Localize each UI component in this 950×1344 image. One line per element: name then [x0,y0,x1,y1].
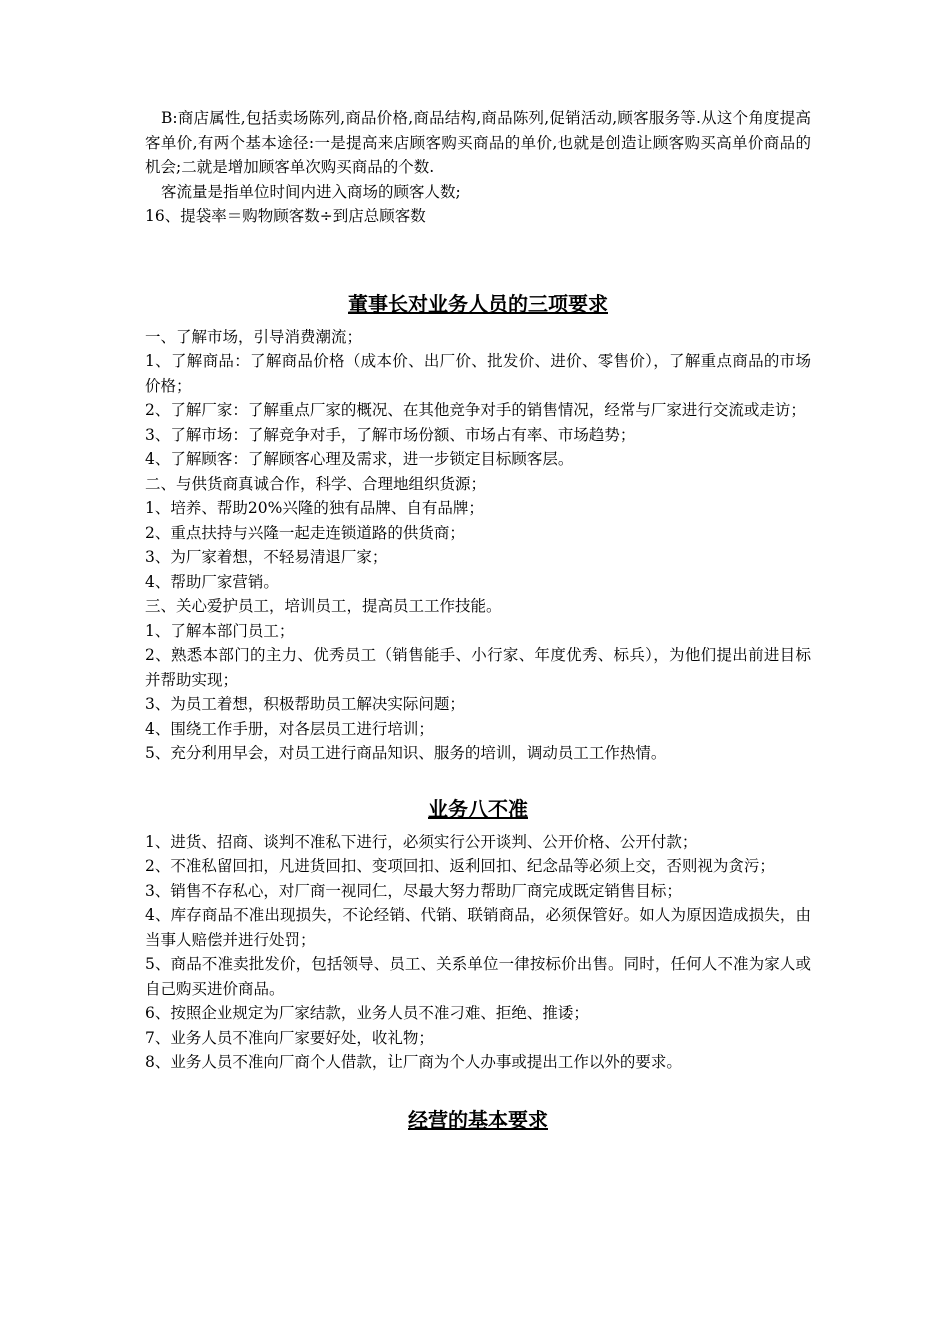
list-line: 3、了解市场：了解竞争对手，了解市场份额、市场占有率、市场趋势； [145,425,636,444]
list-line: 8、业务人员不准向厂商个人借款，让厂商为个人办事或提出工作以外的要求。 [145,1053,682,1071]
list-line: 5、商品不准卖批发价，包括领导、员工、关系单位一律按标价出售。同时，任何人不准为家人或自己购买进价商品。 [145,955,811,998]
list-line: 二、与供货商真诚合作，科学、合理地组织货源； [145,474,487,493]
list-line: 一、了解市场，引导消费潮流； [145,327,363,346]
intro-paragraph-customer-flow: 客流量是指单位时间内进入商场的顾客人数; [161,182,461,201]
list-line: 7、业务人员不准向厂家要好处，收礼物； [145,1028,434,1047]
list-line: 4、围绕工作手册，对各层员工进行培训； [145,719,434,738]
list-line: 2、了解厂家：了解重点厂家的概况、在其他竞争对手的销售情况，经常与厂家进行交流或走访； [145,401,806,419]
intro-paragraph-store-attributes: B:商店属性,包括卖场陈列,商品价格,商品结构,商品陈列,促销活动,顾客服务等.从这个角度提高客单价,有两个基本途径:一是提高来店顾客购买商品的单价,也就是创造让顾客购买高单价商品的机会;二就是增加顾客单次购买商品的个数. [145,109,811,176]
list-line: 6、按照企业规定为厂家结款，业务人员不准刁难、拒绝、推诿； [145,1004,589,1022]
intro-paragraph-bag-rate: 16、提袋率＝购物顾客数÷到店总顾客数 [145,207,426,225]
list-line: 2、熟悉本部门的主力、优秀员工（销售能手、小行家、年度优秀、标兵），为他们提出前进目标并帮助实现； [145,646,811,689]
list-line: 1、了解本部门员工； [145,621,295,640]
list-line: 3、为厂家着想，不轻易清退厂家； [145,548,388,566]
document-body [145,106,811,1135]
list-line: 2、重点扶持与兴隆一起走连锁道路的供货商； [145,523,465,542]
list-line: 1、了解商品：了解商品价格（成本价、出厂价、批发价、进价、零售价），了解重点商品的市场价格； [145,352,811,395]
list-line: 5、充分利用早会，对员工进行商品知识、服务的培训，调动员工工作热情。 [145,744,667,762]
list-line: 2、不准私留回扣，凡进货回扣、变项回扣、返利回扣、纪念品等必须上交，否则视为贪污； [145,857,775,875]
section-body-three-requirements [145,325,811,766]
section-heading-eight-prohibitions: 业务八不准 [428,796,528,821]
section-heading-three-requirements: 董事长对业务人员的三项要求 [348,291,608,316]
list-line: 4、库存商品不准出现损失，不论经销、代销、联销商品，必须保管好。如人为原因造成损失，由当事人赔偿并进行处罚； [145,906,811,949]
list-line: 三、关心爱护员工，培训员工，提高员工工作技能。 [145,597,502,615]
section-heading-basic-requirements: 经营的基本要求 [408,1107,548,1132]
list-line: 1、培养、帮助20%兴隆的独有品牌、自有品牌； [145,499,484,517]
list-line: 3、为员工着想，积极帮助员工解决实际问题； [145,695,465,713]
list-line: 4、帮助厂家营销。 [145,572,279,591]
list-line: 4、了解顾客：了解顾客心理及需求，进一步锁定目标顾客层。 [145,450,574,468]
section-body-eight-prohibitions [145,830,811,1075]
list-line: 3、销售不存私心，对厂商一视同仁，尽最大努力帮助厂商完成既定销售目标； [145,881,682,900]
list-line: 1、进货、招商、谈判不准私下进行，必须实行公开谈判、公开价格、公开付款； [145,832,698,851]
